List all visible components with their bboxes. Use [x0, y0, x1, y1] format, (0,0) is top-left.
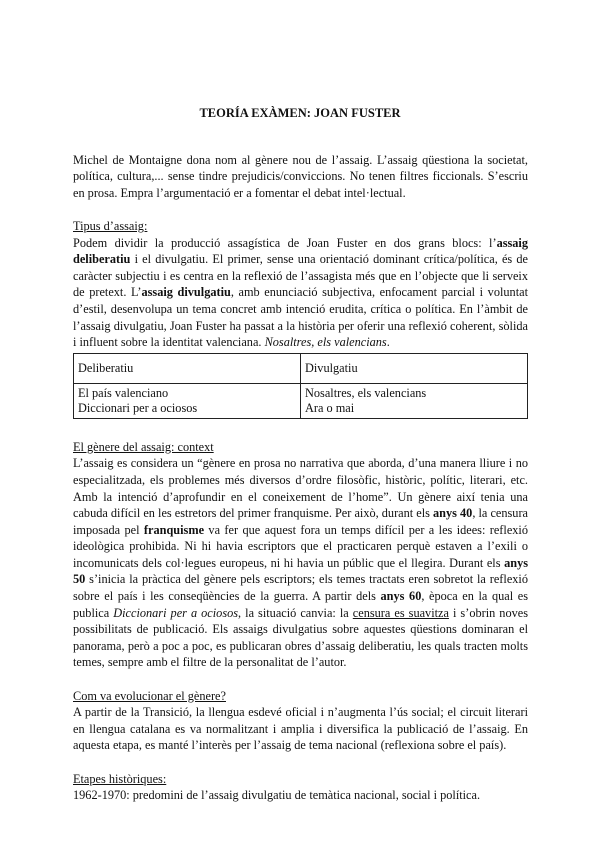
- section-context: [73, 439, 528, 671]
- paragraph: L’assaig es considera un “gènere en prosa no narrativa que aborda, d’una manera lliure i no especialitzada, els problemes més diversos d’ordre filosòfic, històric, polític, literari, etc. Amb la intenció d’aprofundir en el coneixement de l’home”. Un gènere així tenia una cabuda difícil en les estretors del primer franquisme. Per això, durant els anys 40, la censura imposada pel franquisme va fer que aquest fora un temps difícil per a les idees: reflexió ideològica prohibida. Ni hi havia escriptors que el practicaren perquè estaven a l’exili o incomunicats dels col·legues europeus, ni hi havia un públic que el llegira. Durant els anys 50 s’inicia la pràctica del gènere pels escriptors; els temes tractats eren sobretot la reflexió sobre el país i les conseqüències de la guerra. A partir dels anys 60, època en la qual es publica Diccionari per a ociosos, la situació canvia: la censura es suavitza i s’obrin noves possibilitats de publicació. Els assaigs divulgatius sobre aquestes qüestions dominaran el panorama, però a poc a poc, es publicaran obres d’assaig deliberatiu, les quals tracten molts temes, sempre amb el filtre de la personalitat de l’autor.: [73, 456, 529, 670]
- paragraph: A partir de la Transició, la llengua esdevé oficial i n’augmenta l’ús social; el circuit literari en llengua catalana es va normalitzant i amplia i diversifica la publicació de l’assaig. En aquesta etapa, es manté l’interès per l’assaig de tema nacional (reflexiona sobre el país).: [73, 705, 528, 753]
- table-cell: El país valenciano Diccionari per a ociosos: [74, 383, 301, 418]
- section-etapes: [73, 771, 528, 804]
- section-evolucio: [73, 688, 528, 754]
- section-heading: Tipus d’assaig:: [73, 218, 148, 233]
- section-heading: El gènere del assaig: context: [73, 439, 214, 454]
- essay-types-table: [73, 353, 528, 419]
- intro-paragraph: Michel de Montaigne dona nom al gènere nou de l’assaig. L’assaig qüestiona la societat, política, cultura,... sense tindre prejudicis/conviccions. No tenen filtres ficcionals. S’escriu en prosa. Empra l’argumentació er a fomentar el debat intel·lectual.: [73, 152, 528, 200]
- section-tipus: [73, 218, 528, 351]
- paragraph: Podem dividir la producció assagística de Joan Fuster en dos grans blocs: l’assaig deliberatiu i el divulgatiu. El primer, sense una orientació dominant crítica/política, és de caràcter subjectiu i es centra en la reflexió de l’assagista més que en l’objecte que li serveix de pretext. L’assaig divulgatiu, amb enunciació subjectiva, enfocament parcial i voluntat d’estil, desenvolupa un tema concret amb intenció erudita, crítica o política. En l’àmbit de l’assaig divulgatiu, Joan Fuster ha passat a la història per oferir una reflexió coherent, sòlida i influent sobre la identitat valenciana. Nosaltres, els valencians.: [73, 235, 528, 350]
- section-heading: Com va evolucionar el gènere?: [73, 688, 226, 703]
- document-page: [73, 0, 528, 860]
- paragraph: 1962-1970: predomini de l’assaig divulgatiu de temàtica nacional, social i política.: [73, 788, 481, 803]
- table-header: Divulgatiu: [301, 353, 528, 383]
- table-header: Deliberatiu: [74, 353, 301, 383]
- section-heading: Etapes històriques:: [73, 771, 167, 786]
- document-title: TEORÍA EXÀMEN: JOAN FUSTER: [199, 106, 401, 120]
- table-cell: Nosaltres, els valencians Ara o mai: [301, 383, 528, 418]
